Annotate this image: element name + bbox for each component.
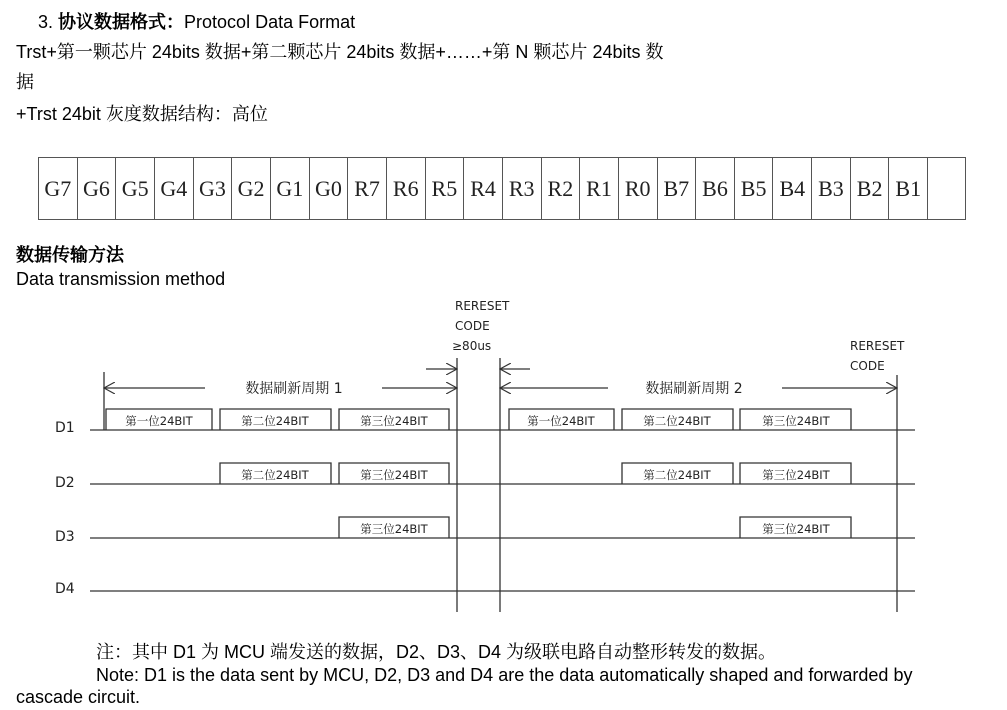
bit-cell: B5 bbox=[735, 158, 774, 219]
transmission-title-en: Data transmission method bbox=[16, 269, 226, 289]
bit-cell: R2 bbox=[542, 158, 581, 219]
bit-cell: B4 bbox=[773, 158, 812, 219]
reset2-label-1: RERESET bbox=[850, 339, 905, 353]
signal-d4-label: D4 bbox=[55, 581, 75, 597]
d1-p1-bit1-label: 第一位24BIT bbox=[125, 414, 193, 428]
reset1-label-1: RERESET bbox=[455, 299, 510, 313]
d1-p2-bit2-label: 第二位24BIT bbox=[643, 414, 711, 428]
d1-p2-bit3-label: 第三位24BIT bbox=[762, 414, 830, 428]
d1-p2-bit2 bbox=[622, 409, 733, 430]
d1-p2-bit3 bbox=[740, 409, 851, 430]
note-cn: 注：其中 D1 为 MCU 端发送的数据，D2、D3、D4 为级联电路自动整形转发的数据。 bbox=[96, 642, 777, 662]
bit-cell: G4 bbox=[155, 158, 194, 219]
bit-cell: G7 bbox=[39, 158, 78, 219]
bit-cell: G6 bbox=[78, 158, 117, 219]
bit-cell: G0 bbox=[310, 158, 349, 219]
d3-p2-bit3-label: 第三位24BIT bbox=[762, 522, 830, 536]
period2-label: 数据刷新周期 2 bbox=[645, 381, 743, 397]
d3-p1-bit3-label: 第三位24BIT bbox=[360, 522, 428, 536]
bit-cell: B2 bbox=[851, 158, 890, 219]
signal-d3-label: D3 bbox=[55, 529, 75, 545]
section-title-en: Protocol Data Format bbox=[184, 12, 356, 32]
bit-cell: R0 bbox=[619, 158, 658, 219]
reset2-label-2: CODE bbox=[850, 359, 885, 373]
bit-cell: R1 bbox=[580, 158, 619, 219]
bit-cell: R7 bbox=[348, 158, 387, 219]
bit-cell: B6 bbox=[696, 158, 735, 219]
bit-cell: B7 bbox=[658, 158, 697, 219]
bit-cell: G5 bbox=[116, 158, 155, 219]
d1-p1-bit1 bbox=[106, 409, 212, 430]
d2-p2-bit3 bbox=[740, 463, 851, 484]
period1-label: 数据刷新周期 1 bbox=[245, 381, 343, 397]
signal-d1-label: D1 bbox=[55, 420, 75, 436]
d1-p1-bit2 bbox=[220, 409, 331, 430]
d2-p1-bit2-label: 第二位24BIT bbox=[241, 468, 309, 482]
bit-cell: G2 bbox=[232, 158, 271, 219]
bit-cell: R4 bbox=[464, 158, 503, 219]
d2-p1-bit3 bbox=[339, 463, 449, 484]
section-number: 3. bbox=[38, 12, 54, 32]
d2-p2-bit2-label: 第二位24BIT bbox=[643, 468, 711, 482]
bit-cell: B1 bbox=[889, 158, 928, 219]
d2-p2-bit2 bbox=[622, 463, 733, 484]
d2-p1-bit3-label: 第三位24BIT bbox=[360, 468, 428, 482]
d1-p1-bit2-label: 第二位24BIT bbox=[241, 414, 309, 428]
signal-d2-label: D2 bbox=[55, 475, 75, 491]
format-line-3: +Trst 24bit 灰度数据结构：高位 bbox=[16, 104, 268, 124]
format-line-1: Trst+第一颗芯片 24bits 数据+第二颗芯片 24bits 数据+……+第 N 颗芯片 24bits 数 bbox=[16, 42, 664, 62]
bit-cell: G3 bbox=[194, 158, 233, 219]
reset1-label-2: CODE bbox=[455, 319, 490, 333]
d1-p2-bit1-label: 第一位24BIT bbox=[527, 414, 595, 428]
reset1-label-3: ≥80us bbox=[452, 339, 492, 353]
format-line-2: 据 bbox=[16, 72, 34, 92]
section-title-cn: 协议数据格式： bbox=[58, 12, 185, 32]
note-en-line-1: Note: D1 is the data sent by MCU, D2, D3 and D4 are the data automatically shaped and forwarded by bbox=[96, 665, 913, 685]
d3-p1-bit3 bbox=[339, 517, 449, 538]
d2-p1-bit2 bbox=[220, 463, 331, 484]
bit-cell: R5 bbox=[426, 158, 465, 219]
d1-p1-bit3 bbox=[339, 409, 449, 430]
note-en-line-2: cascade circuit. bbox=[16, 687, 141, 707]
d3-p2-bit3 bbox=[740, 517, 851, 538]
d2-p2-bit3-label: 第三位24BIT bbox=[762, 468, 830, 482]
bit-cell: G1 bbox=[271, 158, 310, 219]
d1-p1-bit3-label: 第三位24BIT bbox=[360, 414, 428, 428]
d1-p2-bit1 bbox=[509, 409, 614, 430]
bit-cell: B3 bbox=[812, 158, 851, 219]
bit-cell: R3 bbox=[503, 158, 542, 219]
transmission-title-cn: 数据传输方法 bbox=[16, 245, 124, 265]
bit-cell: R6 bbox=[387, 158, 426, 219]
